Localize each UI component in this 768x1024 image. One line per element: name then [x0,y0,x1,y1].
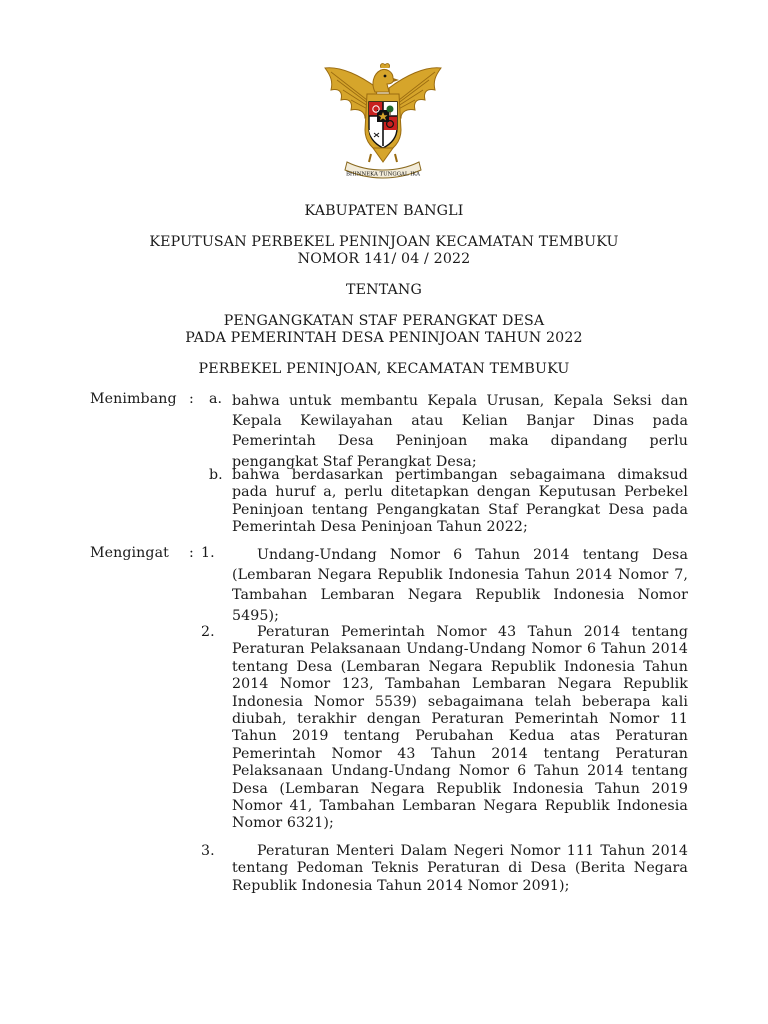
item-text: Undang-Undang Nomor 6 Tahun 2014 tentang Desa (Lembaran Negara Republik Indonesia Tahun 2014 Nomor 7, Tambahan Lembaran Negara Republik Indonesia Nomor 5495); [232,547,688,624]
subject-line-2: PADA PEMERINTAH DESA PENINJOAN TAHUN 2022 [185,330,583,346]
item-marker: 3. [201,843,215,859]
menimbang-colon: : [189,391,194,407]
item-text: Peraturan Menteri Dalam Negeri Nomor 111 Tahun 2014 tentang Pedoman Teknis Peraturan di Desa (Berita Negara Republik Indonesia Tahun 2014 Nomor 2091); [232,843,688,894]
issuer-line: PERBEKEL PENINJOAN, KECAMATAN TEMBUKU [198,361,570,377]
item-marker: a. [209,391,223,407]
item-marker: 1. [201,545,215,561]
mengingat-label: Mengingat [90,545,169,561]
mengingat-colon: : [189,545,194,561]
about-heading: TENTANG [346,282,422,298]
item-text: bahwa berdasarkan pertimbangan sebagaimana dimaksud pada huruf a, perlu ditetapkan dengan Keputusan Perbekel Peninjoan tentang Pengangkatan Staf Perangkat Desa pada Pemerintah Desa Peninjoan Tahun 2022; [232,467,688,536]
region-title: KABUPATEN BANGLI [304,203,464,219]
decree-title: KEPUTUSAN PERBEKEL PENINJOAN KECAMATAN TEMBUKU [149,234,619,250]
garuda-emblem-graphic [317,58,449,180]
item-marker: b. [209,467,223,483]
item-text: Peraturan Pemerintah Nomor 43 Tahun 2014 tentang Peraturan Pelaksanaan Undang-Undang Nomor 6 Tahun 2014 tentang Desa (Lembaran Negara Republik Indonesia Tahun 2014 Nomor 123, Tambahan Lembaran Negara Republik Indonesia Nomor 5539) sebagaimana telah beberapa kali diubah, terakhir dengan Peraturan Pemerintah Nomor 11 Tahun 2019 tentang Perubahan Kedua atas Peraturan Pemerintah Nomor 43 Tahun 2014 tentang Peraturan Pelaksanaan Undang-Undang Nomor 6 Tahun 2014 tentang Desa (Lembaran Negara Republik Indonesia Tahun 2019 Nomor 41, Tambahan Lembaran Negara Republik Indonesia Nomor 6321); [232,624,688,832]
menimbang-label: Menimbang [90,391,177,407]
item-marker: 2. [201,624,215,640]
subject-line-1: PENGANGKATAN STAF PERANGKAT DESA [223,313,545,329]
garuda-pancasila-emblem [317,58,449,180]
decree-number: NOMOR 141/ 04 / 2022 [297,251,471,267]
emblem-motto: BHINNEKA TUNGGAL IKA [345,171,421,178]
item-text: bahwa untuk membantu Kepala Urusan, Kepala Seksi dan Kepala Kewilayahan atau Kelian Banjar Dinas pada Pemerintah Desa Peninjoan maka dipandang perlu pengangkat Staf Perangkat Desa; [232,393,688,470]
